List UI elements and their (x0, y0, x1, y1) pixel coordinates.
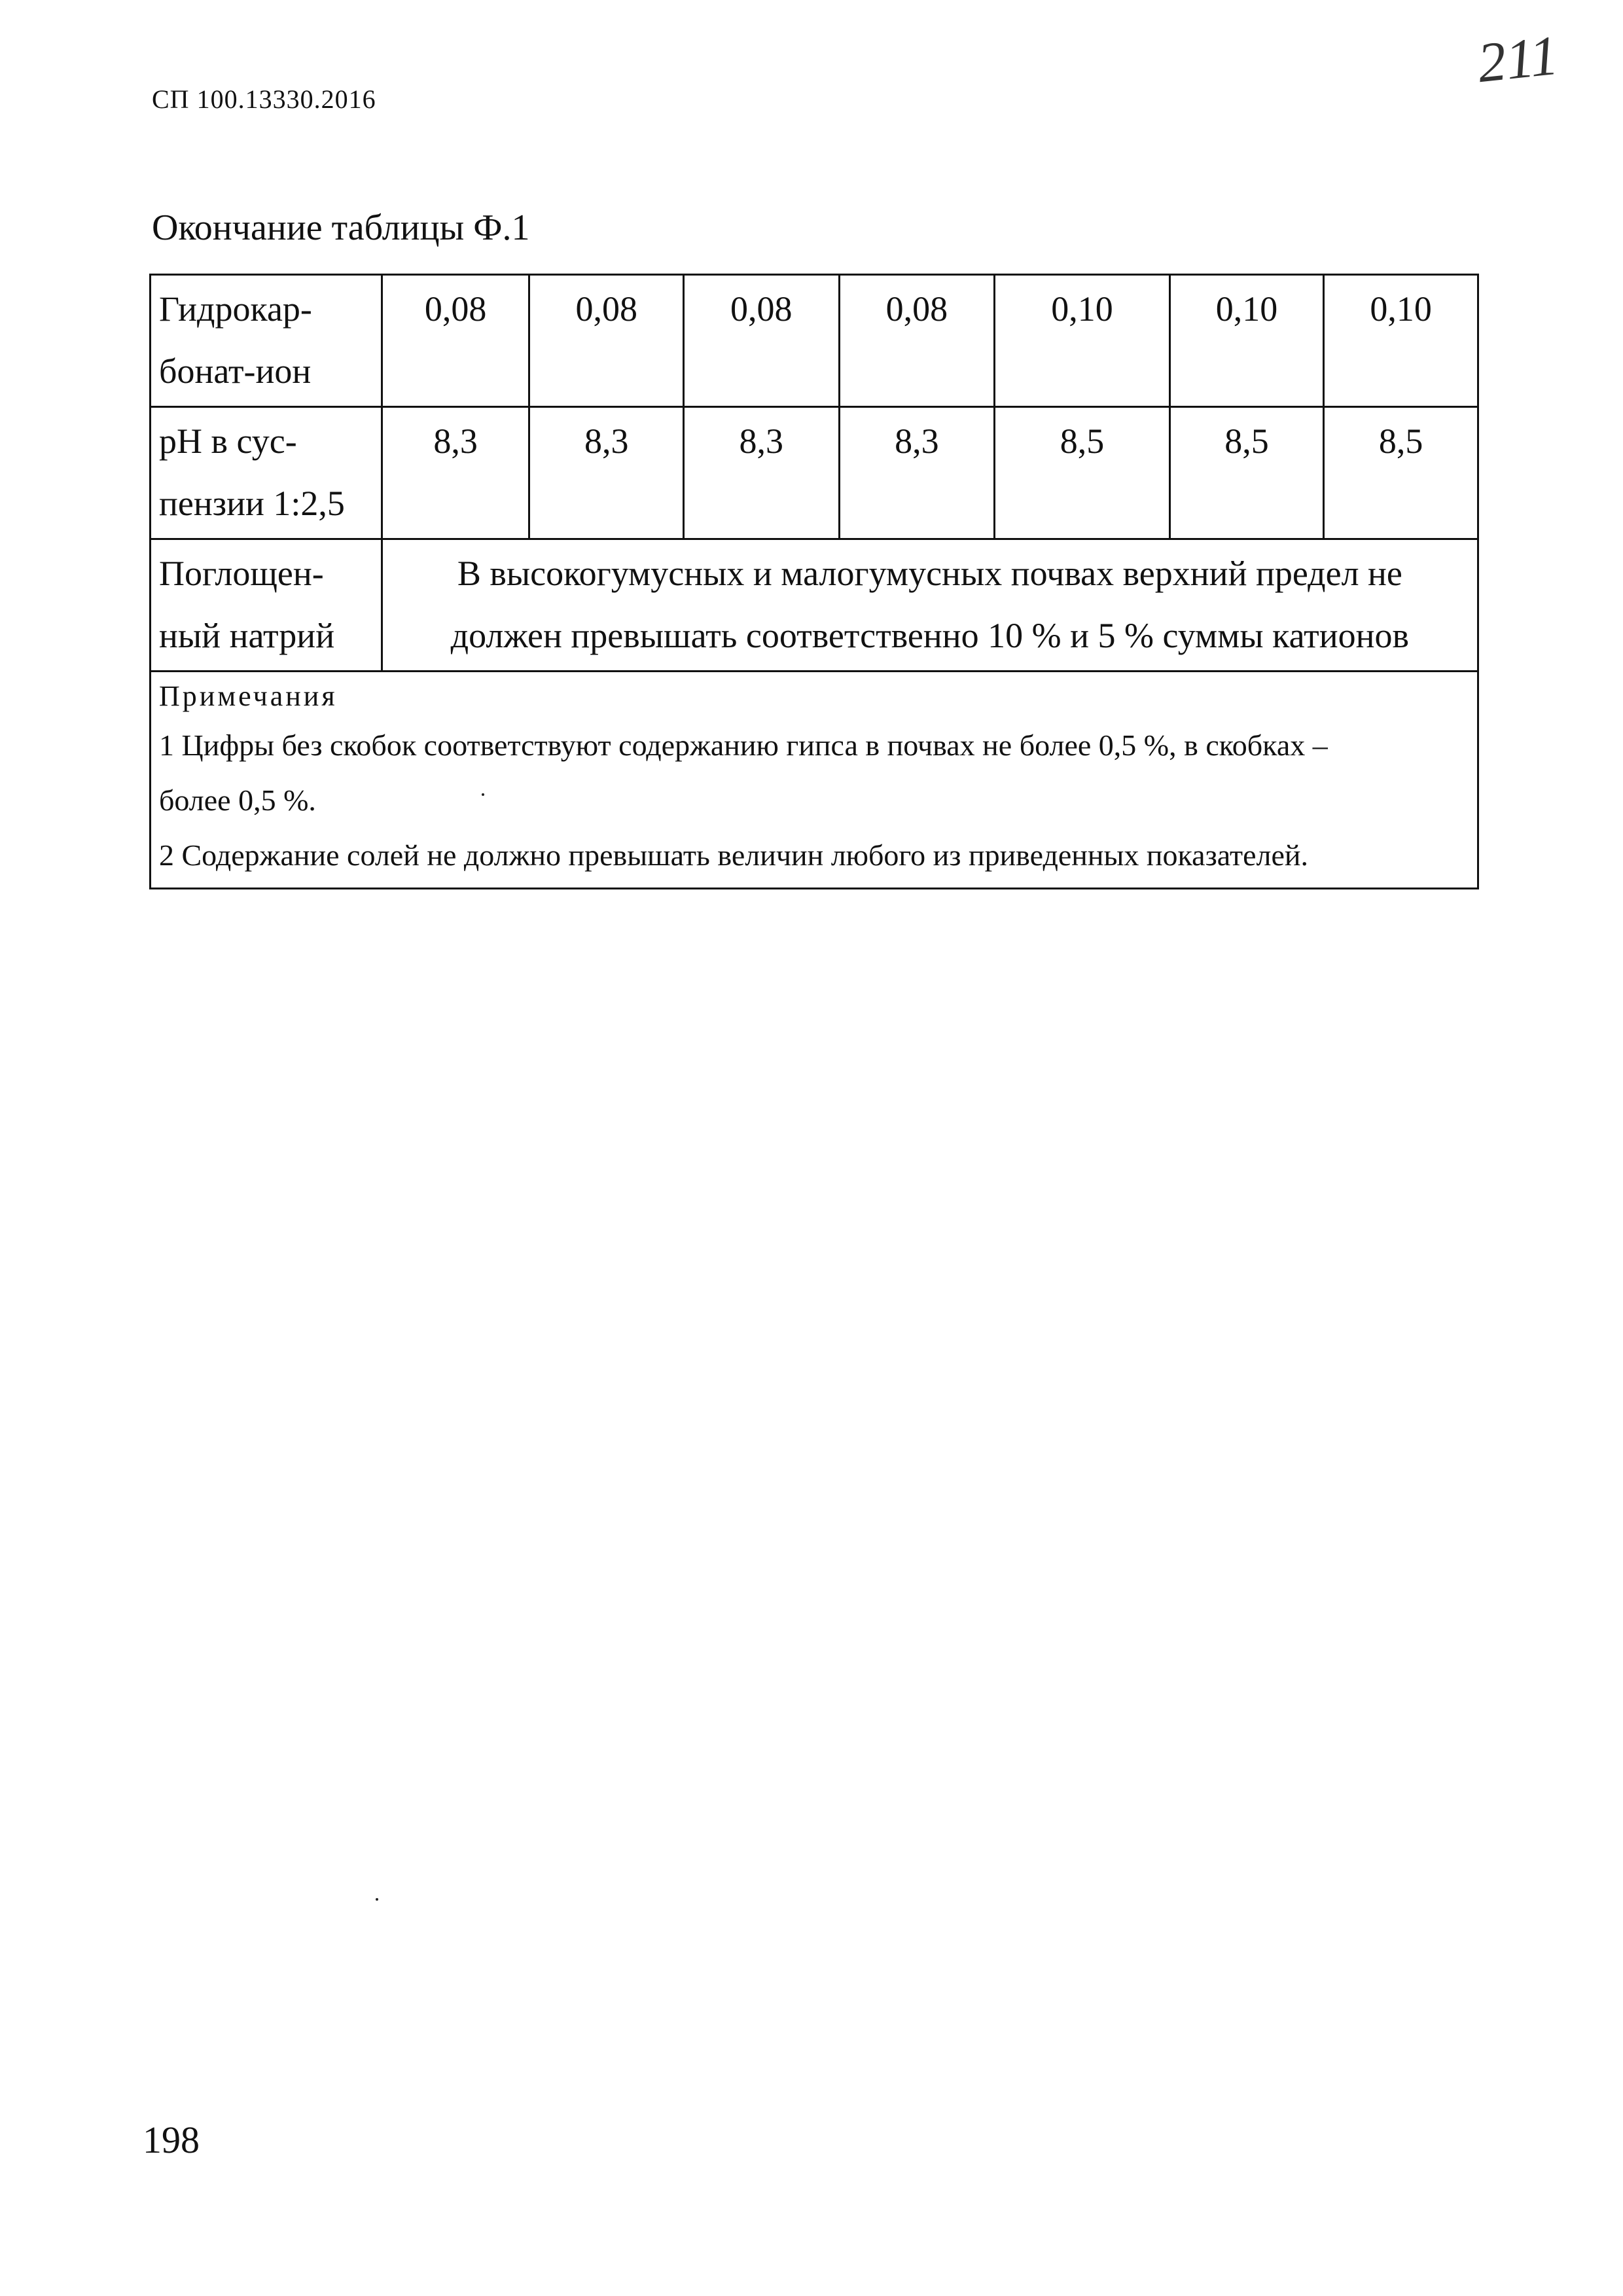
handwritten-page-number: 211 (1474, 23, 1561, 95)
row-label-sodium (151, 539, 382, 672)
row-label-line: Гидрокар- (159, 289, 312, 329)
table-cell: 8,5 (1169, 407, 1324, 539)
page-number: 198 (143, 2119, 200, 2161)
table-cell: 0,10 (1169, 275, 1324, 407)
table-cell: 0,10 (1324, 275, 1478, 407)
table-cell: 8,3 (382, 407, 529, 539)
row-label-bicarbonate (151, 275, 382, 407)
notes-cell (151, 672, 1478, 889)
table-cell: 8,3 (839, 407, 995, 539)
table-row-sodium (151, 539, 1478, 672)
soil-salinity-table (149, 274, 1479, 889)
table-row-bicarbonate (151, 275, 1478, 407)
notes-title: Примечания (159, 680, 338, 712)
note-line: 1 Цифры без скобок соответствуют содержанию гипса в почвах не более 0,5 %, в скобках – (159, 728, 1328, 762)
table-caption: Окончание таблицы Ф.1 (152, 207, 530, 248)
table-cell: 0,08 (684, 275, 840, 407)
table-cell: 8,5 (1324, 407, 1478, 539)
row-label-line: пензии 1:2,5 (159, 483, 345, 523)
text-line: В высокогумусных и малогумусных почвах верхний предел не (457, 554, 1402, 593)
table-cell: 8,3 (529, 407, 684, 539)
row-label-line: Поглощен- (159, 554, 324, 593)
table-cell: 8,3 (684, 407, 840, 539)
note-line: более 0,5 %. (159, 783, 316, 817)
text-line: должен превышать соответственно 10 % и 5 % суммы катионов (450, 615, 1410, 655)
table-cell: 0,10 (995, 275, 1170, 407)
sodium-limit-text (382, 539, 1478, 672)
scan-speck (376, 1898, 378, 1901)
note-1 (159, 718, 1469, 828)
row-label-line: pH в сус- (159, 422, 297, 461)
table-row-notes (151, 672, 1478, 889)
table-cell: 8,5 (995, 407, 1170, 539)
table-cell: 0,08 (529, 275, 684, 407)
table-cell: 0,08 (382, 275, 529, 407)
row-label-line: ный натрий (159, 615, 335, 655)
note-2: 2 Содержание солей не должно превышать величин любого из приведенных показателей. (159, 838, 1308, 872)
row-label-ph (151, 407, 382, 539)
scan-speck (482, 793, 484, 796)
row-label-line: бонат-ион (159, 351, 312, 391)
table-cell: 0,08 (839, 275, 995, 407)
document-code: СП 100.13330.2016 (152, 84, 376, 114)
table-row-ph (151, 407, 1478, 539)
